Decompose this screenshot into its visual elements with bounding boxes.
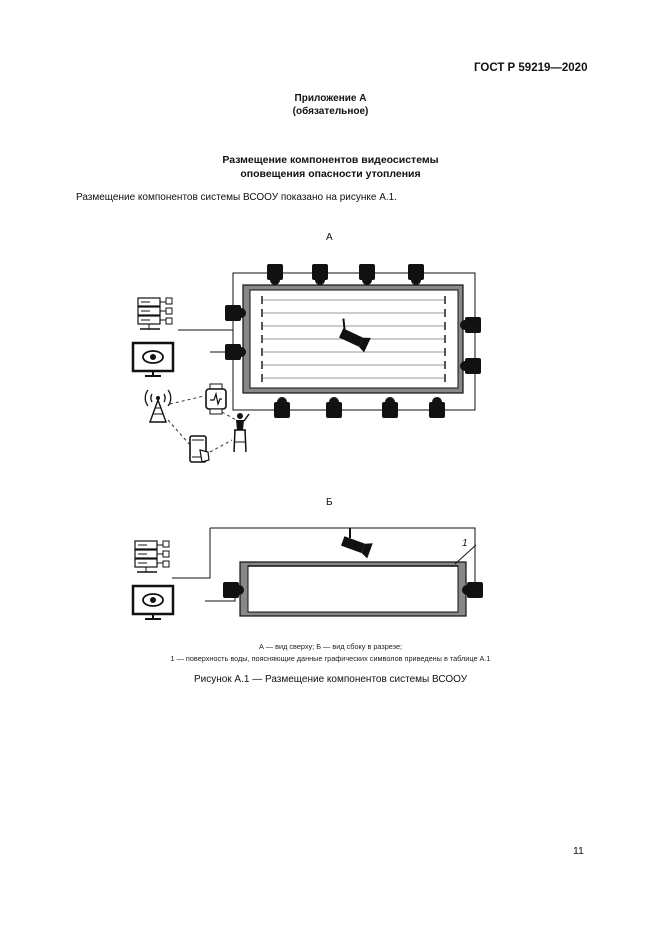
view-b-label: Б xyxy=(326,497,333,508)
annex-status: (обязательное) xyxy=(292,106,369,117)
smartwatch-icon xyxy=(206,384,226,414)
lifeguard-icon xyxy=(234,413,249,452)
camera-icon xyxy=(429,397,445,418)
legend-line-1: А — вид сверху; Б — вид сбоку в разрезе; xyxy=(258,642,403,651)
camera-icon xyxy=(359,264,375,285)
camera-icon xyxy=(312,264,328,285)
annex-title: Приложение А xyxy=(294,93,367,104)
figure-caption: Рисунок А.1 — Размещение компонентов системы ВСООУ xyxy=(193,674,468,685)
monitor-eye-icon xyxy=(133,586,173,619)
intro-paragraph: Размещение компонентов системы ВСООУ показано на рисунке А.1. xyxy=(76,192,398,203)
document-code: ГОСТ Р 59219—2020 xyxy=(474,62,588,74)
camera-icon xyxy=(408,264,424,285)
view-b-pool-section xyxy=(172,528,476,616)
bottom-camera-row xyxy=(274,397,445,418)
section-title-line2: оповещения опасности утопления xyxy=(240,168,421,180)
server-rack-icon xyxy=(135,541,169,572)
camera-icon xyxy=(274,397,290,418)
camera-icon xyxy=(340,533,373,558)
camera-icon xyxy=(382,397,398,418)
monitor-eye-icon xyxy=(133,343,173,376)
section-title-line1: Размещение компонентов видеосистемы xyxy=(222,154,439,166)
radio-tower-icon xyxy=(145,390,171,422)
server-rack-icon xyxy=(138,298,172,329)
top-camera-row xyxy=(267,264,424,285)
view-a-label: А xyxy=(326,232,333,243)
camera-icon xyxy=(267,264,283,285)
figure-legend xyxy=(0,641,661,665)
camera-icon xyxy=(326,397,342,418)
legend-line-2: 1 — поверхность воды, поясняющие данные графических символов приведены в таблице А.1 xyxy=(170,654,491,663)
smartphone-icon xyxy=(190,436,209,462)
page-number: 11 xyxy=(573,845,584,857)
callout-1: 1 xyxy=(462,538,468,549)
